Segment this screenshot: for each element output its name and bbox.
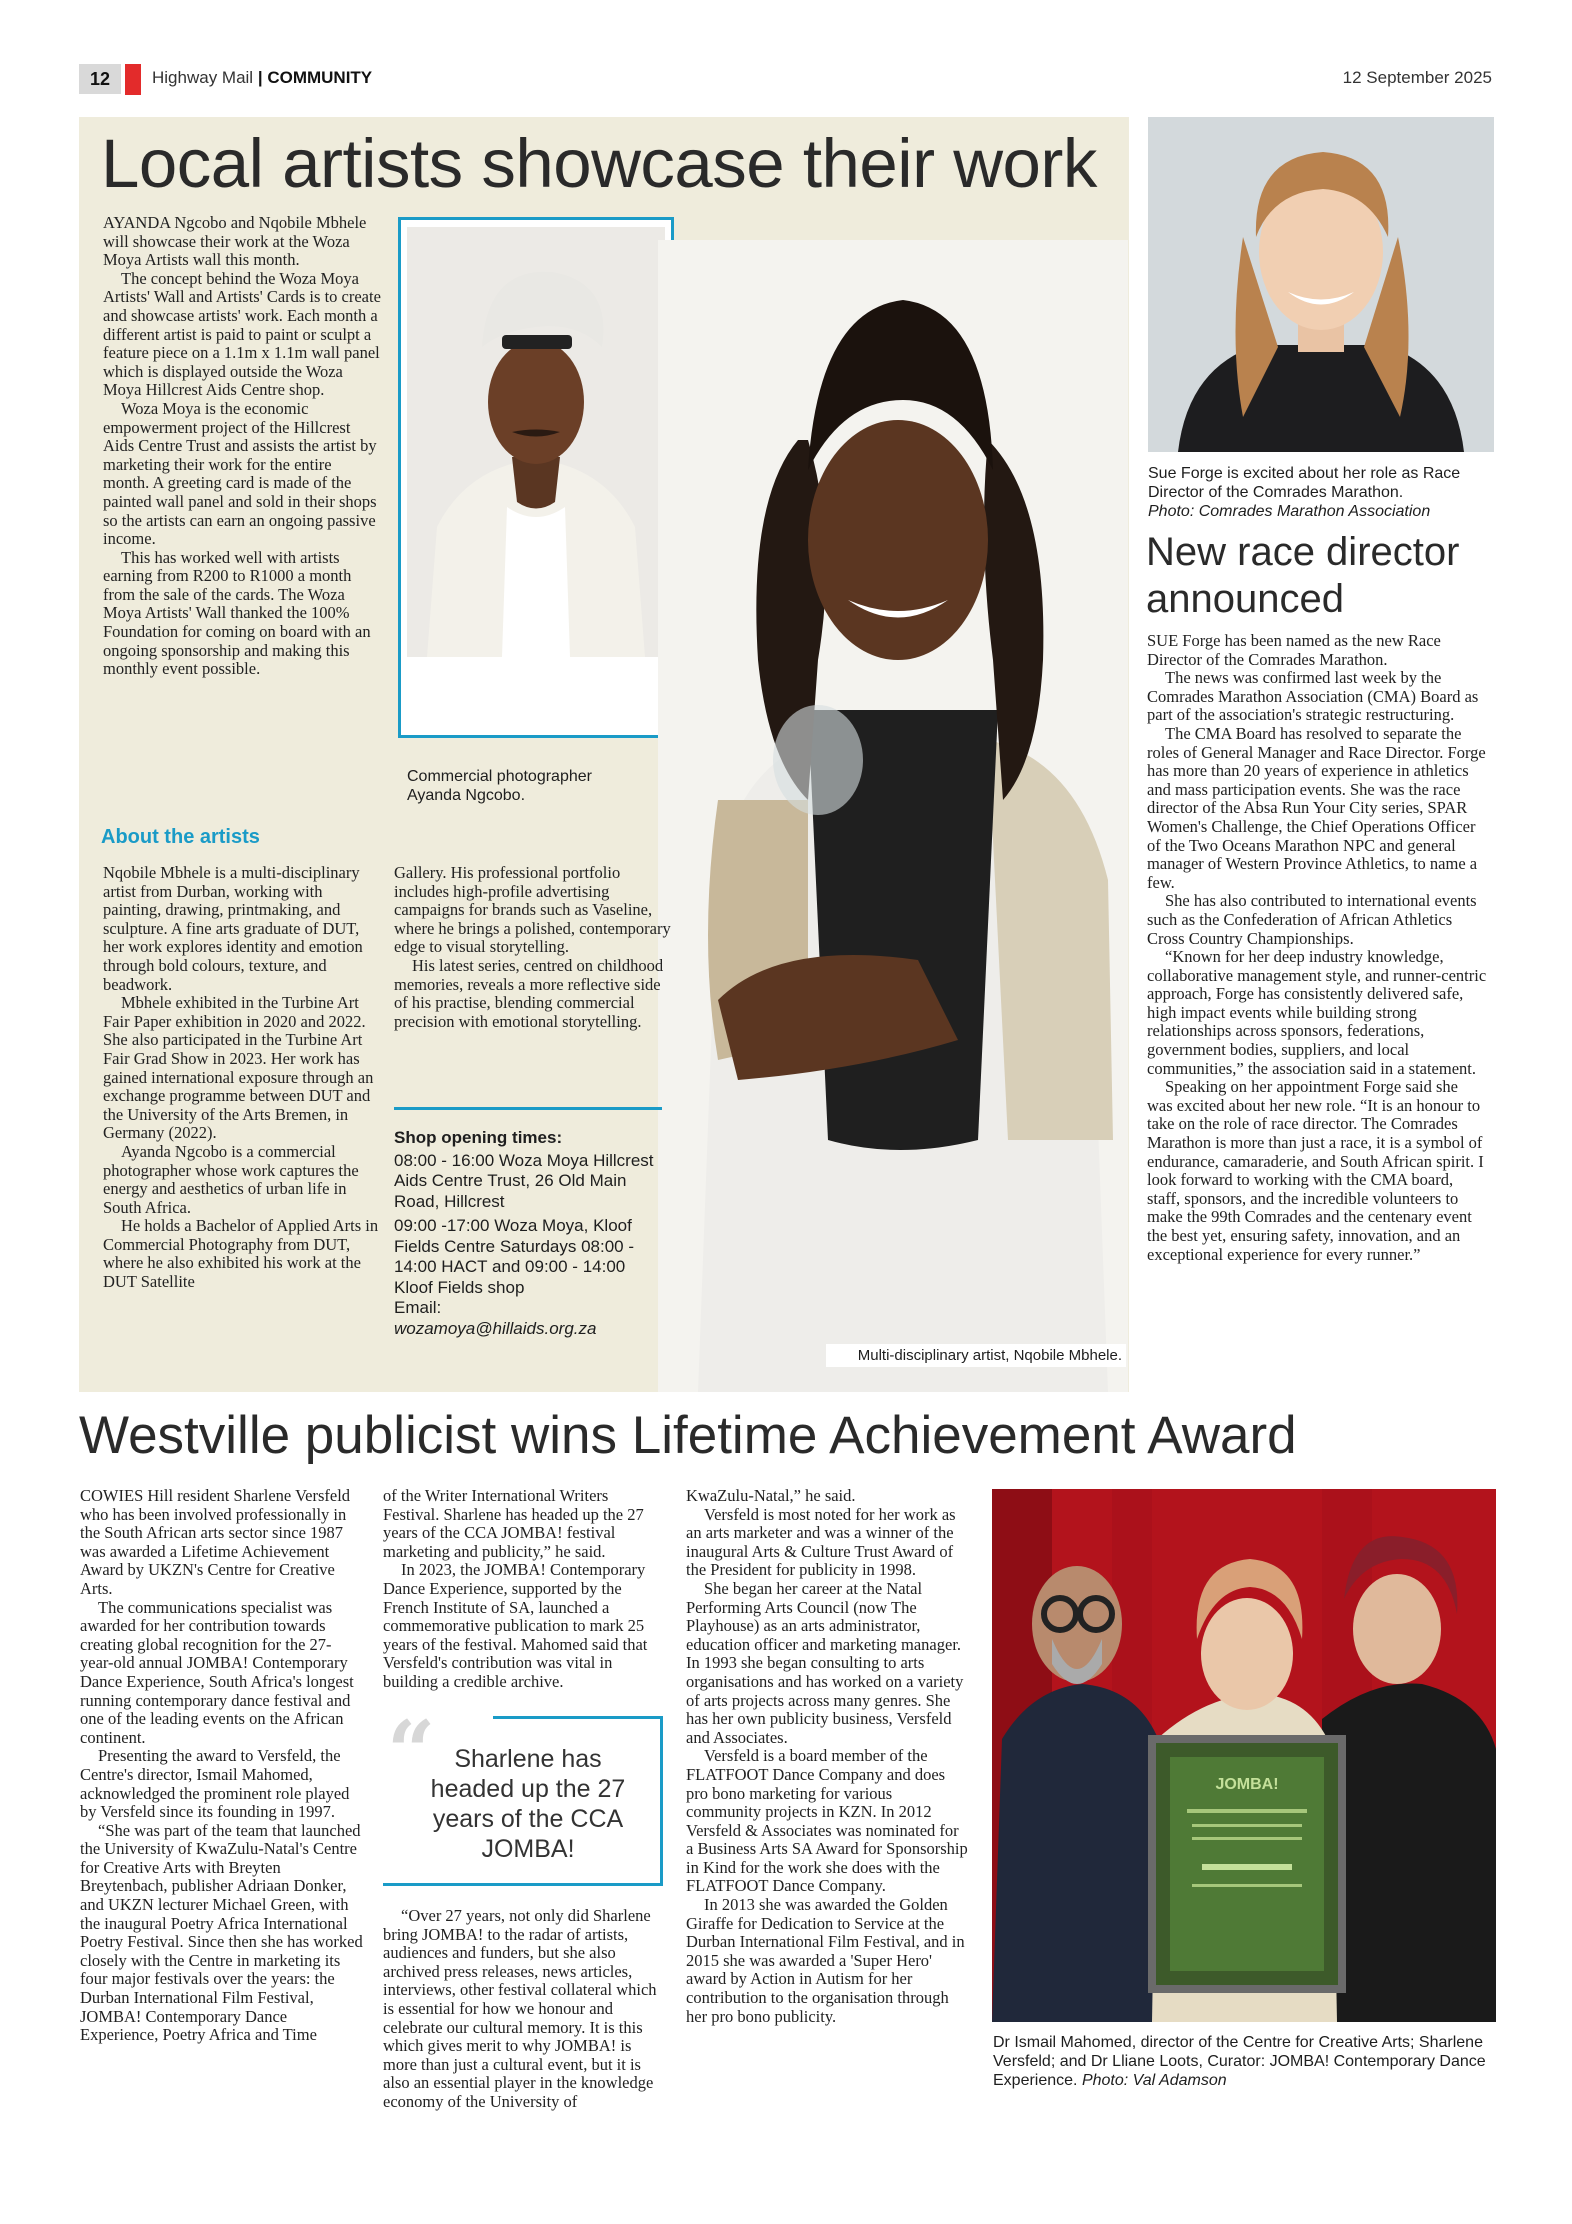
award-paragraph: Versfeld is most noted for her work as an arts marketer and was a winner of the inaugural Arts & Culture Trust Award of the President for publicity in 1998. bbox=[686, 1504, 956, 1580]
race-paragraph: “Known for her deep industry knowledge, collaborative management style, and runner-centric approach, Forge has consistently delivered safe, high impact events while building strong relationships across sponsors, federations, government bodies, suppliers, and local communities,” the association said in a statement. bbox=[1147, 947, 1487, 1078]
caption-text: Sue Forge is excited about her role as Race Director of the Comrades Marathon. bbox=[1148, 465, 1461, 501]
about-paragraph: Ayanda Ngcobo is a commercial photographer whose work captures the energy and aesthetics of urban life in South Africa. bbox=[103, 1141, 359, 1217]
race-paragraph: The news was confirmed last week by the Comrades Marathon Association (CMA) Board as part of the association's strategic restructuring. bbox=[1147, 668, 1479, 725]
award-paragraph: She began her career at the Natal Performing Arts Council (now The Playhouse) as an arts administrator, education officer and marketing manager. In 1993 she began consulting to arts organisations and has worked on a variety of arts projects across many genres. She has her own publicity business, Versfeld and Associates. bbox=[686, 1578, 964, 1747]
shop-line: 09:00 -17:00 Woza Moya, Kloof Fields Centre Saturdays 08:00 - 14:00 HACT and 09:00 - 14:00 Kloof Fields shop bbox=[394, 1216, 635, 1297]
award-col1 bbox=[80, 1487, 363, 2045]
ayanda-photo bbox=[407, 227, 665, 657]
award-photo bbox=[992, 1489, 1496, 2022]
award-col2-bottom bbox=[383, 1907, 666, 2112]
award-paragraph: “Over 27 years, not only did Sharlene bring JOMBA! to the radar of artists, audiences and funders, but she also archived press releases, news articles, interviews, other festival collateral which is essential for how we honour and celebrate our cultural memory. It is this which gives merit to why JOMBA! is more than just a cultural event, but it is also an essential player in the knowledge economy of the University of bbox=[383, 1906, 657, 2111]
award-paragraph: Versfeld is a board member of the FLATFOOT Dance Company and does pro bono marketing for various community projects in KZN. In 2012 Versfeld & Associates was nominated for a Business Arts SA Award for Sponsorship in Kind for the work she does with the FLATFOOT Dance Company. bbox=[686, 1746, 968, 1896]
award-paragraph: COWIES Hill resident Sharlene Versfeld who has been involved professionally in the South African arts sector since 1987 was awarded a Lifetime Achievement Award by UKZN's Centre for Creative Arts. bbox=[80, 1486, 351, 1598]
intro-paragraph: This has worked well with artists earning from R200 to R1000 a month from the sale of the cards. The Woza Moya Artists' Wall thanked the 100% Foundation for coming on board with an ongoing sponsorship and making this monthly event possible. bbox=[103, 547, 371, 679]
photo-credit: Photo: Comrades Marathon Association bbox=[1148, 503, 1431, 520]
race-headline: New race director announced bbox=[1146, 530, 1460, 621]
about-col2 bbox=[394, 864, 672, 1031]
photo-credit: Photo: Val Adamson bbox=[1081, 2072, 1227, 2089]
award-paragraph: Presenting the award to Versfeld, the Centre's director, Ismail Mahomed, acknowledged the prominent role played by Versfeld since its founding in 1997. bbox=[80, 1746, 350, 1822]
about-paragraph: Gallery. His professional portfolio includes high-profile advertising campaigns for brands such as Vaseline, where he brings a polished, contemporary edge to visual storytelling. bbox=[394, 863, 671, 957]
about-paragraph: Nqobile Mbhele is a multi-disciplinary artist from Durban, working with painting, drawing, printmaking, and sculpture. A fine arts graduate of DUT, her work explores identity and emotion through bold colours, texture, and beadwork. bbox=[103, 863, 363, 994]
caption-text: Dr Ismail Mahomed, director of the Centre for Creative Arts; Sharlene Versfeld; and Dr Lliane Loots, Curator: JOMBA! Contemporary Dance Experience. bbox=[993, 2034, 1486, 2089]
shop-line: 08:00 - 16:00 Woza Moya Hillcrest Aids Centre Trust, 26 Old Main Road, Hillcrest bbox=[394, 1150, 654, 1211]
certificate-title: JOMBA! bbox=[1215, 1776, 1279, 1793]
quote-mark-icon: “ bbox=[387, 1702, 436, 1801]
race-body bbox=[1147, 632, 1487, 1264]
about-col1 bbox=[103, 864, 383, 1292]
race-paragraph: The CMA Board has resolved to separate the roles of General Manager and Race Director. Forge has more than 20 years of experience in athletics and mass participation events. She was the race director of the Absa Run Your City series, SPAR Women's Challenge, the Chief Operations Officer of the Two Oceans Marathon NPC and general manager of Western Province Athletics, to name a few. bbox=[1147, 723, 1486, 892]
publication-name: Highway Mail bbox=[152, 68, 254, 87]
award-paragraph: The communications specialist was awarded for her contribution towards creating global recognition for the 27-year-old annual JOMBA! Contemporary Dance Experience, South Africa's longest running contemporary dance festival and one of the leading events on the African continent. bbox=[80, 1597, 354, 1747]
shop-email-link[interactable]: wozamoya@hillaids.org.za bbox=[394, 1318, 597, 1338]
intro-paragraph: AYANDA Ngcobo and Nqobile Mbhele will showcase their work at the Woza Moya Artists wall this month. bbox=[103, 213, 367, 270]
race-paragraph: Speaking on her appointment Forge said she was excited about her new role. “It is an honour to take on the role of race director. The Comrades Marathon is more than just a race, it is a symbol of endurance, camaraderie, and South African spirit. I look forward to working with the CMA board, staff, sponsors, and the incredible volunteers to make the 99th Comrades and the centenary event the best yet, ensuring safety, innovation, and an exceptional experience for every runner.” bbox=[1147, 1077, 1484, 1264]
race-paragraph: SUE Forge has been named as the new Race Director of the Comrades Marathon. bbox=[1147, 631, 1441, 669]
award-paragraph: of the Writer International Writers Festival. Sharlene has headed up the 27 years of the CCA JOMBA! festival marketing and publicity,” he said. bbox=[383, 1486, 644, 1561]
award-headline: Westville publicist wins Lifetime Achievement Award bbox=[79, 1406, 1297, 1465]
award-col3 bbox=[686, 1487, 969, 2026]
page-number: 12 bbox=[79, 64, 121, 94]
pull-quote-border-top bbox=[493, 1716, 663, 1719]
award-col2-top bbox=[383, 1487, 666, 1692]
page-date: 12 September 2025 bbox=[1342, 68, 1492, 87]
pull-quote-border-right bbox=[660, 1716, 663, 1886]
pull-quote-text: Sharlene has headed up the 27 years of the CCA JOMBA! bbox=[430, 1745, 626, 1863]
award-paragraph: KwaZulu-Natal,” he said. bbox=[686, 1486, 856, 1505]
nqobile-photo bbox=[658, 240, 1128, 1392]
about-paragraph: He holds a Bachelor of Applied Arts in Commercial Photography from DUT, where he also exhibited his work at the DUT Satellite bbox=[103, 1216, 379, 1292]
shop-divider bbox=[394, 1107, 662, 1110]
nqobile-caption: Multi-disciplinary artist, Nqobile Mbhele. bbox=[826, 1344, 1126, 1367]
about-paragraph: His latest series, centred on childhood memories, reveals a more reflective side of his practise, blending commercial precision with emotional storytelling. bbox=[394, 955, 664, 1031]
ayanda-caption: Commercial photographer Ayanda Ngcobo. bbox=[407, 768, 592, 804]
about-heading: About the artists bbox=[101, 826, 260, 848]
award-paragraph: In 2013 she was awarded the Golden Giraffe for Dedication to Service at the Durban International Film Festival, and in 2015 she was awarded a 'Super Hero' award by Action in Autism for her contribution to the organisation through her pro bono publicity. bbox=[686, 1895, 965, 2026]
shop-hours bbox=[394, 1128, 659, 1339]
red-marker bbox=[125, 64, 141, 95]
sue-forge-caption bbox=[1148, 464, 1494, 521]
page-header bbox=[0, 0, 1572, 100]
award-paragraph: “She was part of the team that launched the University of KwaZulu-Natal's Centre for Creative Arts with Breyten Breytenbach, publisher Adriaan Donker, and UKZN lecturer Michael Green, with the inaugural Poetry Africa International Poetry Festival. Since then she has worked closely with the Centre in marketing its four major festivals over the years: the Durban International Film Festival, JOMBA! Contemporary Dance Experience, Poetry Africa and Time bbox=[80, 1820, 363, 2045]
artists-headline: Local artists showcase their work bbox=[101, 125, 1097, 202]
pull-quote-border-bottom bbox=[383, 1883, 663, 1886]
about-paragraph: Mbhele exhibited in the Turbine Art Fair Paper exhibition in 2020 and 2022. She also participated in the Turbine Art Fair Grad Show in 2023. Her work has gained international exposure through an exchange programme between DUT and the University of the Arts Bremen, in Germany (2022). bbox=[103, 993, 374, 1143]
sue-forge-photo bbox=[1148, 117, 1494, 452]
intro-paragraph: The concept behind the Woza Moya Artists' Wall and Artists' Cards is to create and showcase artists' work. Each month a different artist is paid to paint or sculpt a feature piece on a 1.1m x 1.1m wall panel which is displayed outside the Woza Moya Hillcrest Aids Centre shop. bbox=[103, 268, 381, 400]
section-name: COMMUNITY bbox=[267, 68, 373, 87]
shop-heading: Shop opening times: bbox=[394, 1128, 563, 1147]
award-paragraph: In 2023, the JOMBA! Contemporary Dance Experience, supported by the French Institute of SA, launched a commemorative publication to mark 25 years of the festival. Mahomed said that Versfeld's contribution was vital in building a credible archive. bbox=[383, 1560, 648, 1691]
artists-intro bbox=[103, 214, 381, 679]
race-paragraph: She has also contributed to international events such as the Confederation of African Athletics Cross Country Championships. bbox=[1147, 891, 1477, 948]
award-caption bbox=[993, 2033, 1493, 2090]
masthead: Highway Mail | COMMUNITY bbox=[152, 68, 373, 87]
intro-paragraph: Woza Moya is the economic empowerment project of the Hillcrest Aids Centre Trust and assists the artist by marketing their work for the entire month. A greeting card is made of the painted wall panel and sold in their shops so the artists can earn an ongoing passive income. bbox=[103, 398, 377, 549]
pull-quote-box bbox=[383, 1702, 663, 1886]
shop-email-label: Email: bbox=[394, 1298, 442, 1317]
